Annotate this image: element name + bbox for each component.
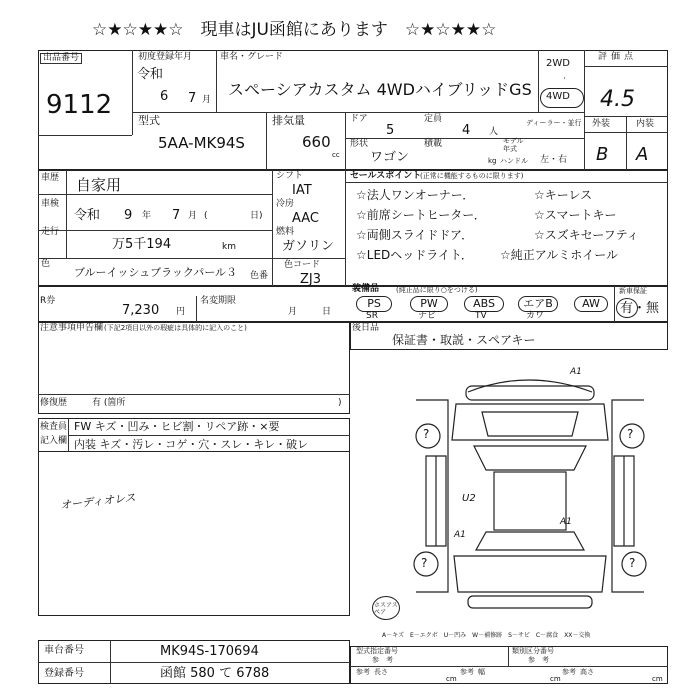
lot-label: 出品番号 (40, 53, 82, 64)
equip-leather: カワ (526, 311, 545, 321)
doors-value: 5 (386, 123, 395, 138)
registration-value: 函館 580 て 6788 (160, 666, 270, 681)
repair-label: 修復歴 (40, 398, 68, 408)
length-ref: 参考 (356, 668, 370, 676)
model-year-label: モデル (503, 137, 524, 145)
fuel-label: 燃料 (276, 227, 295, 237)
length-label: 長さ (374, 668, 388, 676)
sales-point-5: ☆両側スライドドア． (356, 228, 474, 242)
length-unit: cm (446, 675, 457, 683)
equip-sr: SR (366, 311, 378, 321)
damage-mark-fr: ? (627, 427, 634, 441)
sales-point-2: ☆キーレス (534, 188, 593, 202)
aircon-label: 冷房 (276, 199, 295, 209)
model-name-label: 車名・グレード (220, 52, 284, 62)
fuel-value: ガソリン (282, 239, 335, 254)
damage-mark-fl: ? (423, 427, 430, 441)
category-no-ref: 参 考 (528, 656, 549, 664)
equipment-label: 装備品 (352, 284, 380, 294)
notes-label: 注意事項申告欄 (40, 323, 104, 333)
color-label: 色 (41, 259, 51, 269)
first-reg-era: 令和 (137, 67, 164, 82)
mark-a1-left: A1 (454, 530, 466, 540)
inspection-day-unit: 日) (250, 211, 263, 221)
inspection-era: 令和 (74, 208, 101, 223)
width-ref: 参考 (460, 668, 474, 676)
grade-value: 4.5 (600, 87, 635, 112)
interior-value: A (636, 144, 649, 165)
drive-4wd: 4WD (546, 91, 570, 102)
mark-a1-front: A1 (570, 367, 582, 377)
color-no-label: 色番 (250, 271, 269, 281)
shift-label: シフト (276, 171, 304, 181)
sales-point-7: ☆LEDヘッドライト． (356, 248, 473, 262)
header-banner: ☆★☆★★☆ 現車はJU函館にあります ☆★☆★★☆ (92, 20, 497, 40)
capacity-label: 定員 (424, 114, 443, 124)
type-designation-ref: 参 考 (372, 656, 393, 664)
mark-a1-right: A1 (560, 517, 572, 527)
displacement-unit: cc (332, 151, 340, 159)
handle-label: ハンドル (500, 157, 528, 165)
recycle-unit: 円 (176, 307, 186, 317)
sales-point-6: ☆スズキセーフティ (534, 228, 639, 242)
inspector-label-1: 検査員 (40, 422, 68, 432)
equip-airbag: エアB (518, 296, 558, 312)
equipment-note: (純正品に限り○をつける) (396, 286, 478, 294)
category-no-label: 類別区分番号 (512, 647, 554, 655)
sales-point-8: ☆純正アルミホイール (500, 248, 619, 262)
attachments-label: 後日品 (352, 323, 380, 333)
chassis-value: MK94S-170694 (160, 644, 259, 659)
type-designation-label: 型式指定番号 (356, 647, 398, 655)
doors-label: ドア (350, 114, 368, 124)
equip-aw: AW (574, 296, 608, 312)
load-label: 積載 (424, 139, 443, 149)
shape-label: 形状 (350, 139, 369, 149)
displacement-value: 660 (302, 133, 331, 151)
equip-ps: PS (356, 296, 392, 312)
first-reg-year: 6 (160, 89, 169, 104)
inspection-label: 車検 (41, 199, 60, 209)
name-change-day: 日 (322, 307, 332, 317)
equip-navi: ナビ (418, 311, 437, 321)
height-unit: cm (652, 675, 663, 683)
damage-mark-rl: ? (421, 556, 428, 570)
model-name-value: スペーシアカスタム 4WDハイブリッドGS (228, 80, 532, 99)
aircon-value: AAC (292, 211, 319, 226)
name-change-month: 月 (288, 307, 298, 317)
inspector-row-2: 内装 キズ・汚レ・コゲ・穴・スレ・キレ・破レ (74, 438, 309, 451)
equip-abs: ABS (464, 296, 504, 312)
equip-pw: PW (410, 296, 448, 312)
handwritten-note: オーディオレス (59, 491, 137, 512)
shift-value: IAT (292, 183, 312, 198)
model-code-value: 5AA-MK94S (158, 134, 245, 152)
inspector-label-2: 記入欄 (40, 436, 68, 446)
height-ref: 参考 (562, 668, 576, 676)
mark-u2: U2 (462, 493, 476, 504)
history-value: 自家用 (76, 176, 122, 194)
attachments-value: 保証書・取説・スペアキー (392, 333, 536, 347)
repair-value: 有 (箇所 (92, 398, 126, 408)
first-reg-month-unit: 月 (202, 95, 212, 105)
interior-label: 内装 (636, 119, 655, 129)
recycle-value: 7,230 (122, 303, 160, 318)
new-car-warranty-circle (616, 298, 638, 318)
sales-points-label: セールスポイント (350, 171, 422, 181)
new-car-warranty-value: 有・無 (620, 301, 660, 316)
dealer-label: ディーラー・並行 (526, 119, 582, 127)
mark-spare: ホスアスペア (374, 602, 398, 616)
mileage-label: 走行 (41, 227, 60, 237)
year-label: 年式 (503, 145, 517, 153)
repair-close: ) (338, 398, 342, 408)
sales-points-note: (正常に機能するものに限ります) (420, 172, 524, 180)
notes-box (38, 322, 350, 414)
mileage-unit: km (222, 242, 236, 252)
capacity-unit: 人 (489, 127, 499, 137)
exterior-value: B (596, 144, 609, 165)
damage-legend: A－キズ E－エクボ U－凹み W－補修跡 S－サビ C－腐食 XX－交換 (382, 632, 591, 639)
displacement-label: 排気量 (272, 114, 305, 127)
width-label: 幅 (478, 668, 485, 676)
height-label: 高さ (580, 668, 594, 676)
width-unit: cm (550, 675, 561, 683)
new-car-warranty-label: 新車保証 (619, 287, 647, 295)
grade-label: 評価点 (598, 52, 638, 62)
inspection-year: 9 (124, 208, 133, 223)
sales-point-1: ☆法人ワンオーナー． (356, 188, 475, 202)
capacity-value: 4 (462, 123, 471, 138)
shape-value: ワゴン (370, 150, 410, 165)
inspection-year-unit: 年 (142, 211, 152, 221)
car-damage-diagram (396, 360, 666, 630)
registration-label: 登録番号 (44, 668, 84, 679)
load-unit: kg (488, 157, 497, 165)
lot-number: 9112 (46, 90, 113, 120)
model-code-label: 型式 (138, 114, 160, 127)
drive-2wd: 2WD (546, 58, 570, 69)
mileage-value: 万5千194 (112, 237, 172, 252)
recycle-label: R券 (40, 296, 56, 306)
notes-sub: (下記2項目以外の瑕疵は具体的に記入のこと) (104, 324, 247, 332)
inspector-row-1: FW キズ・凹み・ヒビ割・リペア跡・×要 (74, 420, 280, 433)
sales-point-4: ☆スマートキー (534, 208, 617, 222)
exterior-label: 外装 (592, 119, 611, 129)
handle-value: 左・右 (540, 155, 568, 165)
name-change-label: 名変期限 (200, 296, 237, 306)
color-code-value: ZJ3 (300, 272, 322, 287)
history-label: 車歴 (41, 173, 60, 183)
color-value: ブルーイッシュブラックパール３ (74, 266, 238, 279)
sales-point-3: ☆前席シートヒーター． (356, 208, 486, 222)
damage-mark-rr: ? (629, 556, 636, 570)
first-reg-label: 初度登録年月 (138, 52, 193, 62)
inspection-month: 7 (172, 208, 181, 223)
first-reg-month: 7 (188, 91, 197, 106)
inspection-day-open: ( (204, 211, 208, 221)
chassis-label: 車台番号 (44, 645, 84, 656)
inspection-month-unit: 月 (188, 211, 198, 221)
equip-tv: TV (475, 311, 487, 321)
color-code-label: 色コード (284, 260, 321, 270)
